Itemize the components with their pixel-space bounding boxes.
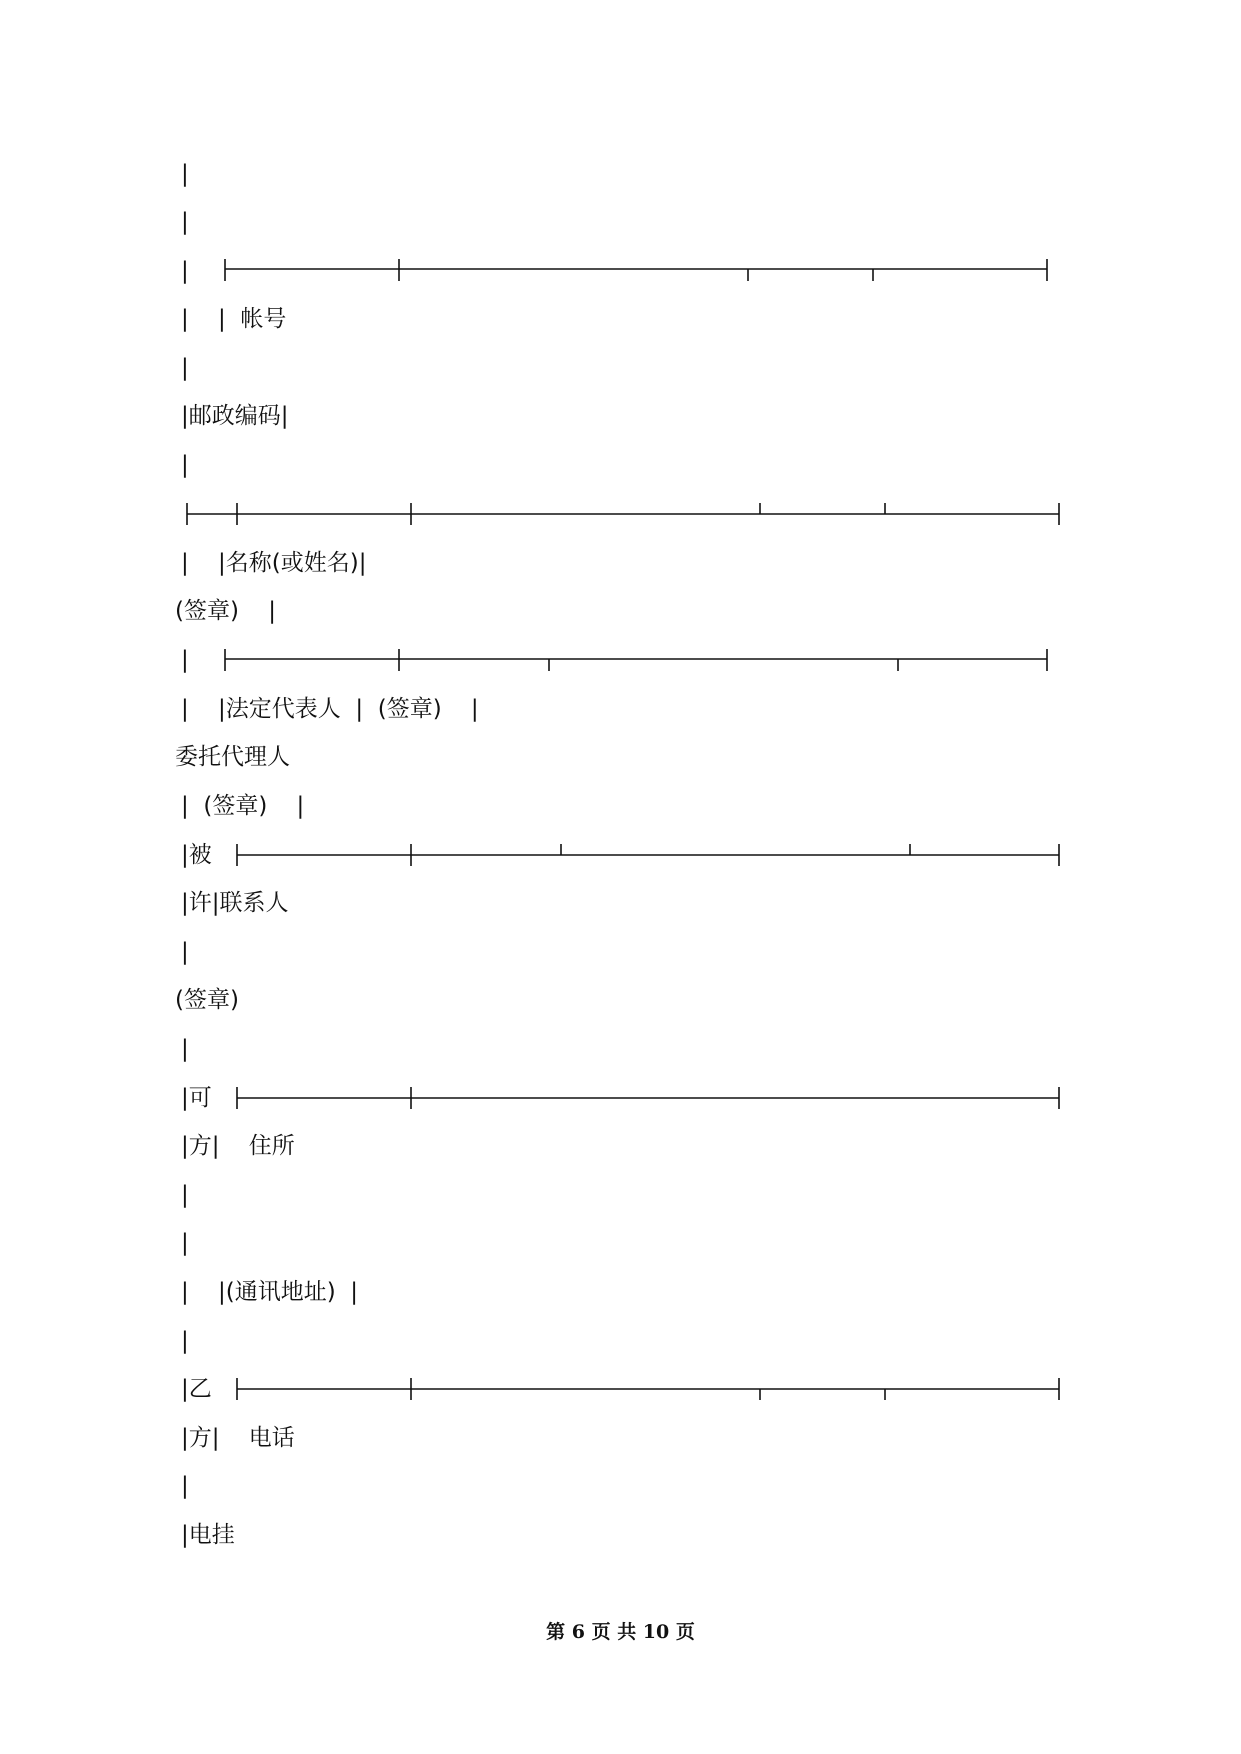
form-line: | xyxy=(181,258,189,284)
form-line: | xyxy=(181,1473,189,1499)
form-line: |电挂 xyxy=(181,1522,235,1548)
table-rule-1 xyxy=(225,259,1047,281)
form-line: | | 帐号 xyxy=(181,306,287,332)
table-rule-3 xyxy=(225,649,1047,671)
form-line: 委托代理人 xyxy=(175,744,290,770)
form-line: | xyxy=(181,209,189,235)
form-line: (签章) xyxy=(175,987,239,1013)
table-rule-6 xyxy=(237,1378,1059,1400)
form-line: | |法定代表人 | (签章) | xyxy=(181,696,479,722)
form-line: | (签章) | xyxy=(181,793,305,819)
table-rule-2 xyxy=(187,503,1059,525)
form-line: | xyxy=(181,1328,189,1354)
form-line: |邮政编码| xyxy=(181,403,289,429)
form-line: |可 xyxy=(181,1085,212,1111)
form-line: | xyxy=(181,355,189,381)
table-rule-4 xyxy=(237,844,1059,866)
table-rule-5 xyxy=(237,1087,1059,1109)
form-line: | |(通讯地址) | xyxy=(181,1279,359,1305)
form-line: | xyxy=(181,1182,189,1208)
form-line: | xyxy=(181,939,189,965)
form-line: | xyxy=(181,647,189,673)
form-line: |许|联系人 xyxy=(181,890,289,916)
form-line: | xyxy=(181,452,189,478)
form-line: (签章) | xyxy=(175,598,276,624)
form-line: |乙 xyxy=(181,1376,212,1402)
form-line: |方| 电话 xyxy=(181,1425,295,1451)
form-line: |方| 住所 xyxy=(181,1133,295,1159)
form-line: | xyxy=(181,1036,189,1062)
form-line: | xyxy=(181,1230,189,1256)
form-line: |被 xyxy=(181,842,212,868)
form-line: | xyxy=(181,161,189,187)
form-line: | |名称(或姓名)| xyxy=(181,550,367,576)
page-number: 第 6 页 共 10 页 xyxy=(546,1621,695,1643)
